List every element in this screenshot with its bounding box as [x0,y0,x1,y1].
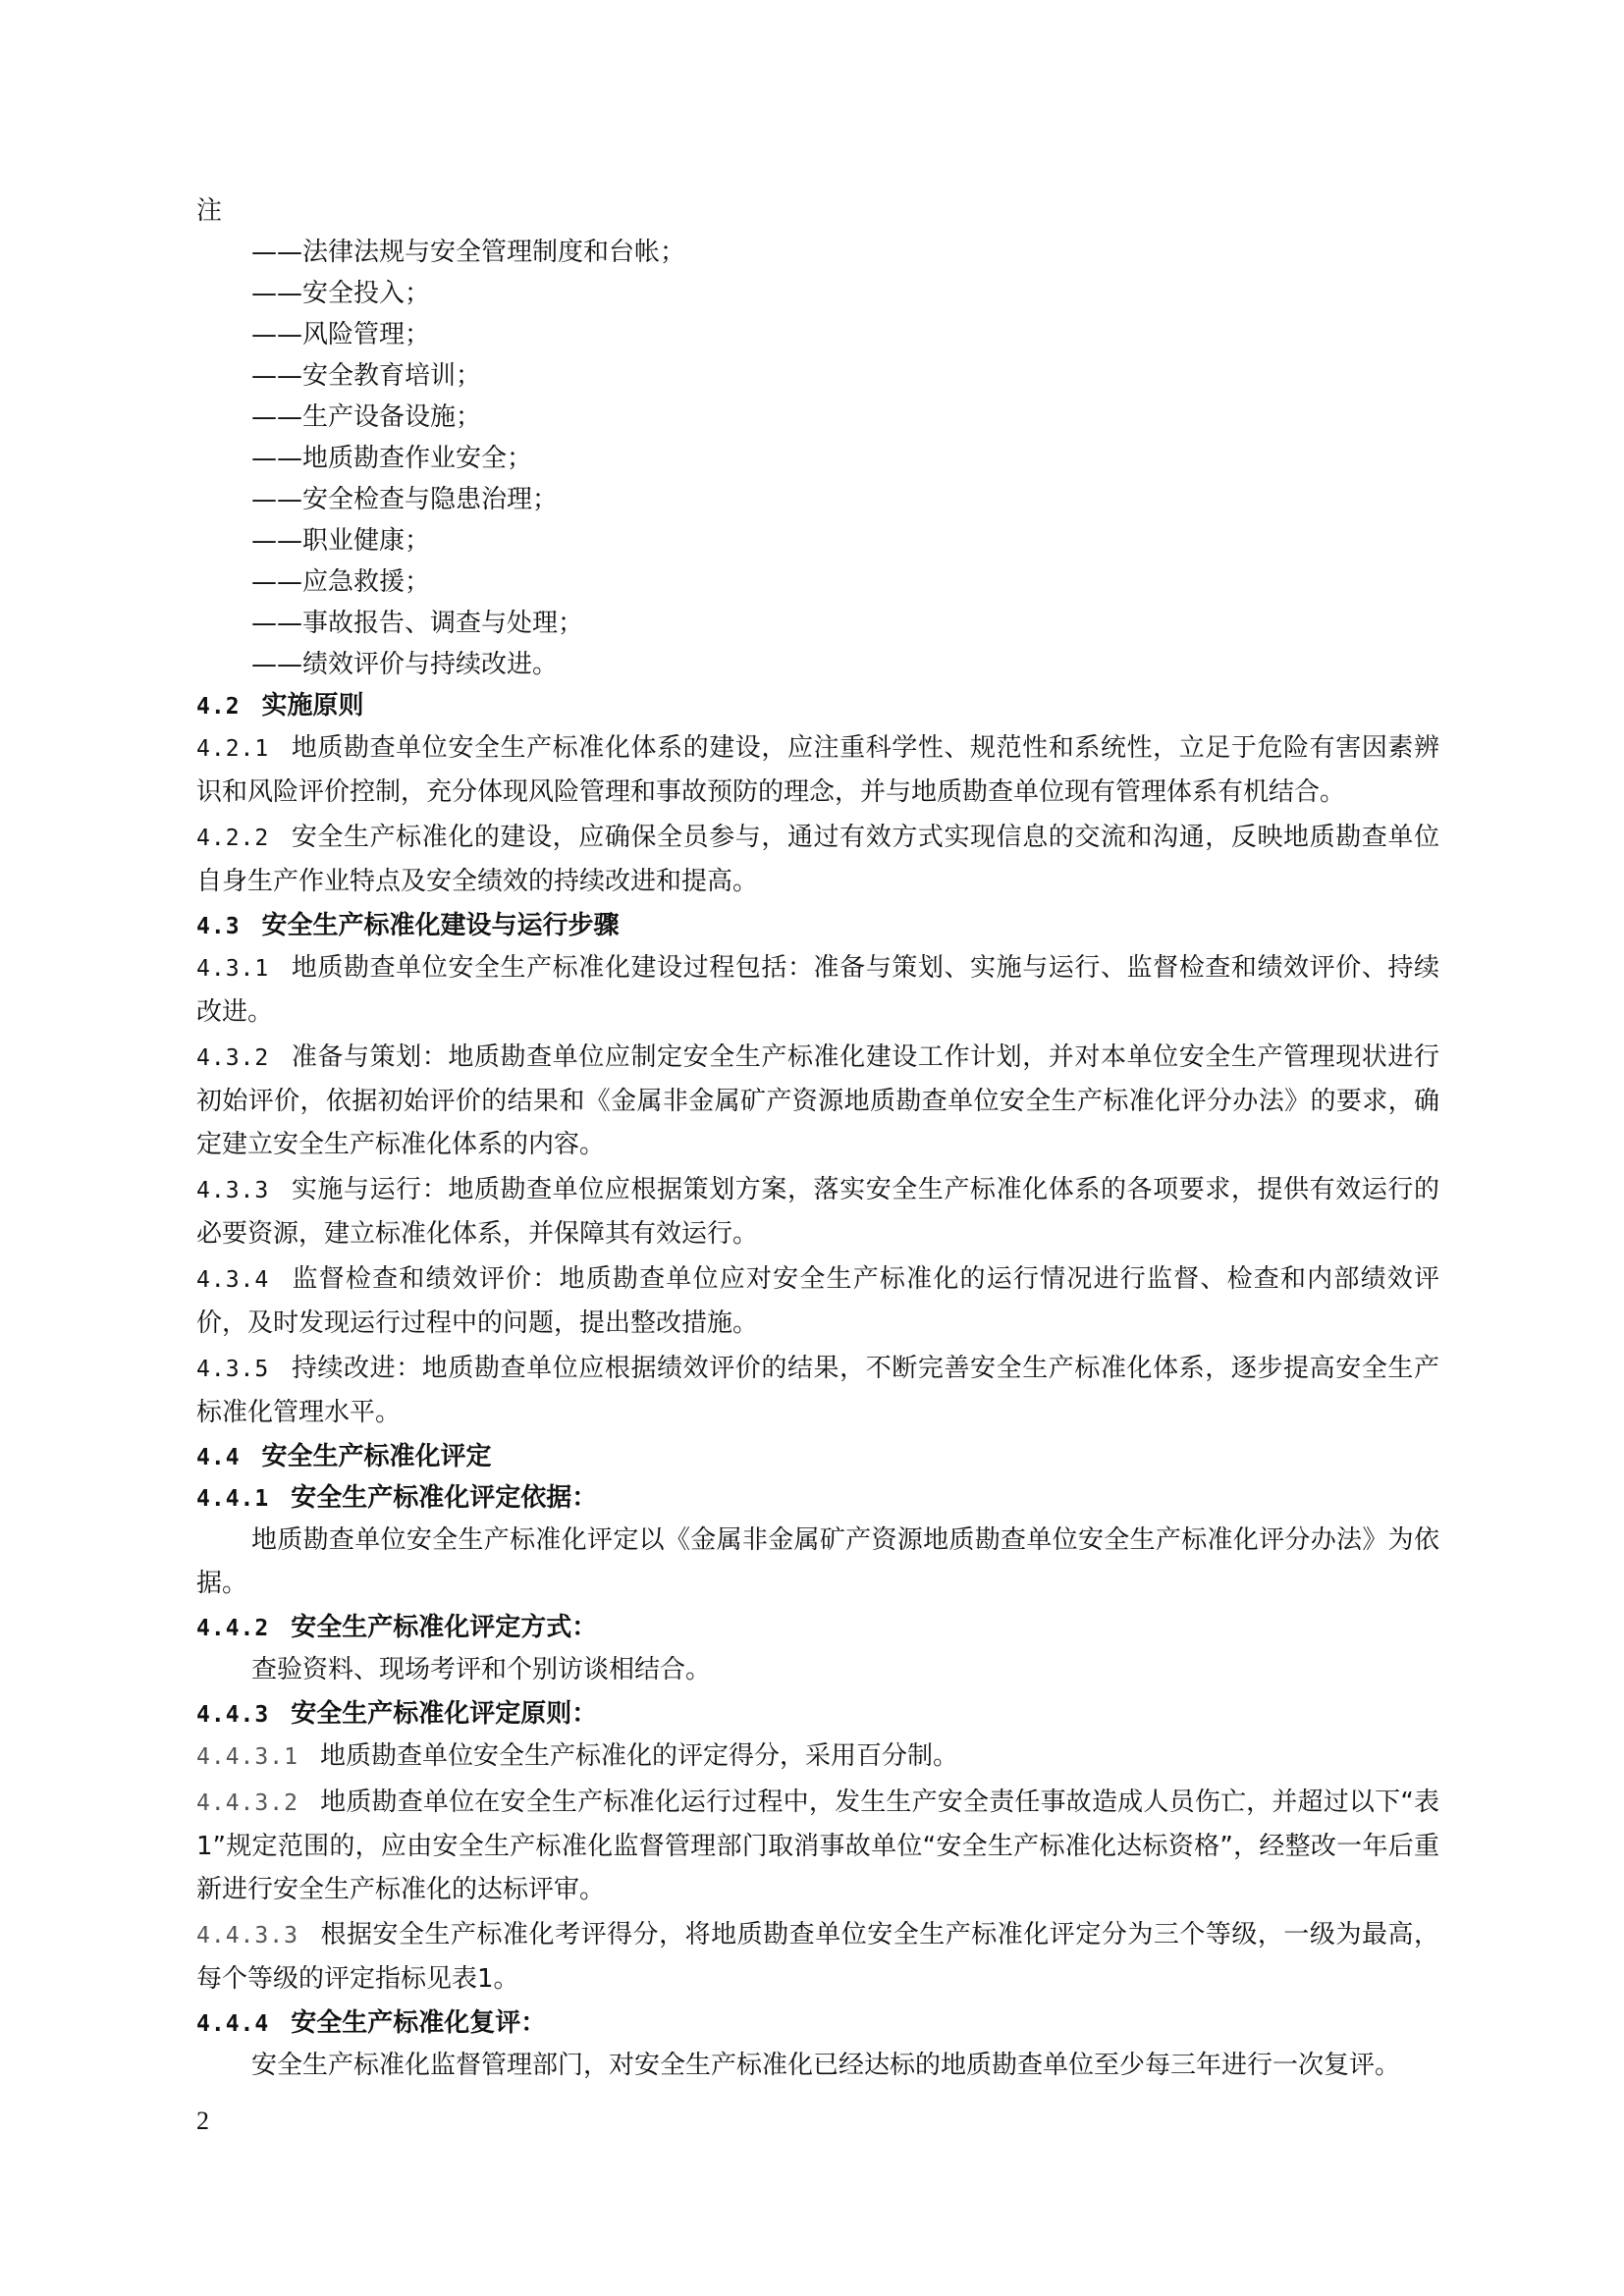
list-item: ——绩效评价与持续改进。 [251,650,559,679]
section-title: 实施原则 [261,691,364,721]
clause-4-3-5 [196,1347,1439,1434]
note-label: 注 [196,196,223,226]
clause-title: 安全生产标准化评定方式： [291,1613,598,1642]
clause-title: 安全生产标准化复评： [291,2008,547,2038]
clause-title: 安全生产标准化评定原则： [291,1699,598,1729]
clause-number: 4.2.1 [196,736,270,762]
clause-number: 4.4.3.2 [196,1790,298,1816]
clause-4-3-2 [196,1036,1439,1166]
clause-body-4-4-4: 安全生产标准化监督管理部门，对安全生产标准化已经达标的地质勘查单位至少每三年进行一次复评。 [251,2051,1401,2080]
section-title: 安全生产标准化评定 [261,1442,492,1471]
list-item: ——风险管理； [251,320,431,349]
clause-4-2-1 [196,726,1439,814]
clause-text: 持续改进：地质勘查单位应根据绩效评价的结果，不断完善安全生产标准化体系，逐步提高安全生产标准化管理水平。 [196,1354,1439,1427]
section-number: 4.4 [196,1445,241,1470]
clause-text: 安全生产标准化的建设，应确保全员参与，通过有效方式实现信息的交流和沟通，反映地质勘查单位自身生产作业特点及安全绩效的持续改进和提高。 [196,823,1439,896]
section-number: 4.2 [196,694,241,720]
list-item: ——事故报告、调查与处理； [251,609,584,638]
clause-4-4-3-3 [196,1913,1439,2001]
clause-text: 地质勘查单位在安全生产标准化运行过程中，发生生产安全责任事故造成人员伤亡，并超过以下“表1”规定范围的，应由安全生产标准化监督管理部门取消事故单位“安全生产标准化达标资格”，经整改一年后重新进行安全生产标准化的达标评审。 [196,1788,1439,1904]
section-heading-4-2 [196,685,1439,726]
clause-number: 4.3.1 [196,956,270,982]
clause-title: 安全生产标准化评定依据： [291,1483,598,1513]
list-item: ——安全检查与隐患治理； [251,485,559,514]
clause-heading-4-4-1 [196,1477,1439,1519]
clause-number: 4.4.1 [196,1486,270,1512]
bullet-list [196,232,1439,685]
clause-4-3-3 [196,1168,1439,1255]
list-item: ——法律法规与安全管理制度和台帐； [251,238,686,267]
clause-number: 4.4.3.3 [196,1923,298,1949]
list-item: ——生产设备设施； [251,402,482,432]
clause-number: 4.4.4 [196,2011,270,2037]
list-item: ——地质勘查作业安全； [251,444,533,473]
section-heading-4-3 [196,905,1439,946]
clause-heading-4-4-2 [196,1607,1439,1648]
clause-body-4-4-1: 地质勘查单位安全生产标准化评定以《金属非金属矿产资源地质勘查单位安全生产标准化评分办法》为依据。 [196,1525,1439,1598]
clause-text: 地质勘查单位安全生产标准化体系的建设，应注重科学性、规范性和系统性，立足于危险有害因素辨识和风险评价控制，充分体现风险管理和事故预防的理念，并与地质勘查单位现有管理体系有机结合。 [196,733,1439,807]
clause-body-4-4-2: 查验资料、现场考评和个别访谈相结合。 [251,1655,712,1684]
clause-number: 4.4.2 [196,1616,270,1641]
section-title: 安全生产标准化建设与运行步骤 [261,911,620,940]
list-item: ——职业健康； [251,526,431,556]
section-number: 4.3 [196,914,241,939]
section-heading-4-4 [196,1436,1439,1477]
clause-number: 4.3.4 [196,1267,270,1293]
clause-number: 4.4.3 [196,1702,270,1728]
clause-text: 监督检查和绩效评价：地质勘查单位应对安全生产标准化的运行情况进行监督、检查和内部绩效评价，及时发现运行过程中的问题，提出整改措施。 [196,1264,1439,1338]
list-item: ——安全教育培训； [251,361,482,391]
list-item: ——安全投入； [251,279,431,308]
clause-text: 地质勘查单位安全生产标准化建设过程包括：准备与策划、实施与运行、监督检查和绩效评价、持续改进。 [196,953,1439,1027]
clause-4-3-4 [196,1257,1439,1345]
clause-4-3-1 [196,946,1439,1034]
clause-number: 4.4.3.1 [196,1744,298,1770]
clause-number: 4.2.2 [196,826,270,851]
clause-number: 4.3.5 [196,1357,270,1382]
clause-4-4-3-1 [196,1735,1439,1779]
page-number: 2 [196,2107,209,2135]
list-item: ——应急救援； [251,567,431,597]
clause-text: 根据安全生产标准化考评得分，将地质勘查单位安全生产标准化评定分为三个等级，一级为最高，每个等级的评定指标见表1。 [196,1920,1439,1994]
page-content [196,190,1439,2089]
clause-heading-4-4-3 [196,1693,1439,1735]
clause-number: 4.3.3 [196,1178,270,1203]
clause-4-2-2 [196,816,1439,903]
clause-heading-4-4-4 [196,2002,1439,2044]
clause-text: 准备与策划：地质勘查单位应制定安全生产标准化建设工作计划，并对本单位安全生产管理现状进行初始评价，依据初始评价的结果和《金属非金属矿产资源地质勘查单位安全生产标准化评分办法》的要求，确定建立安全生产标准化体系的内容。 [196,1042,1439,1159]
clause-text: 地质勘查单位安全生产标准化的评定得分，采用百分制。 [319,1741,958,1771]
clause-text: 实施与运行：地质勘查单位应根据策划方案，落实安全生产标准化体系的各项要求，提供有效运行的必要资源，建立标准化体系，并保障其有效运行。 [196,1175,1439,1249]
clause-4-4-3-2 [196,1781,1439,1911]
clause-number: 4.3.2 [196,1045,270,1071]
